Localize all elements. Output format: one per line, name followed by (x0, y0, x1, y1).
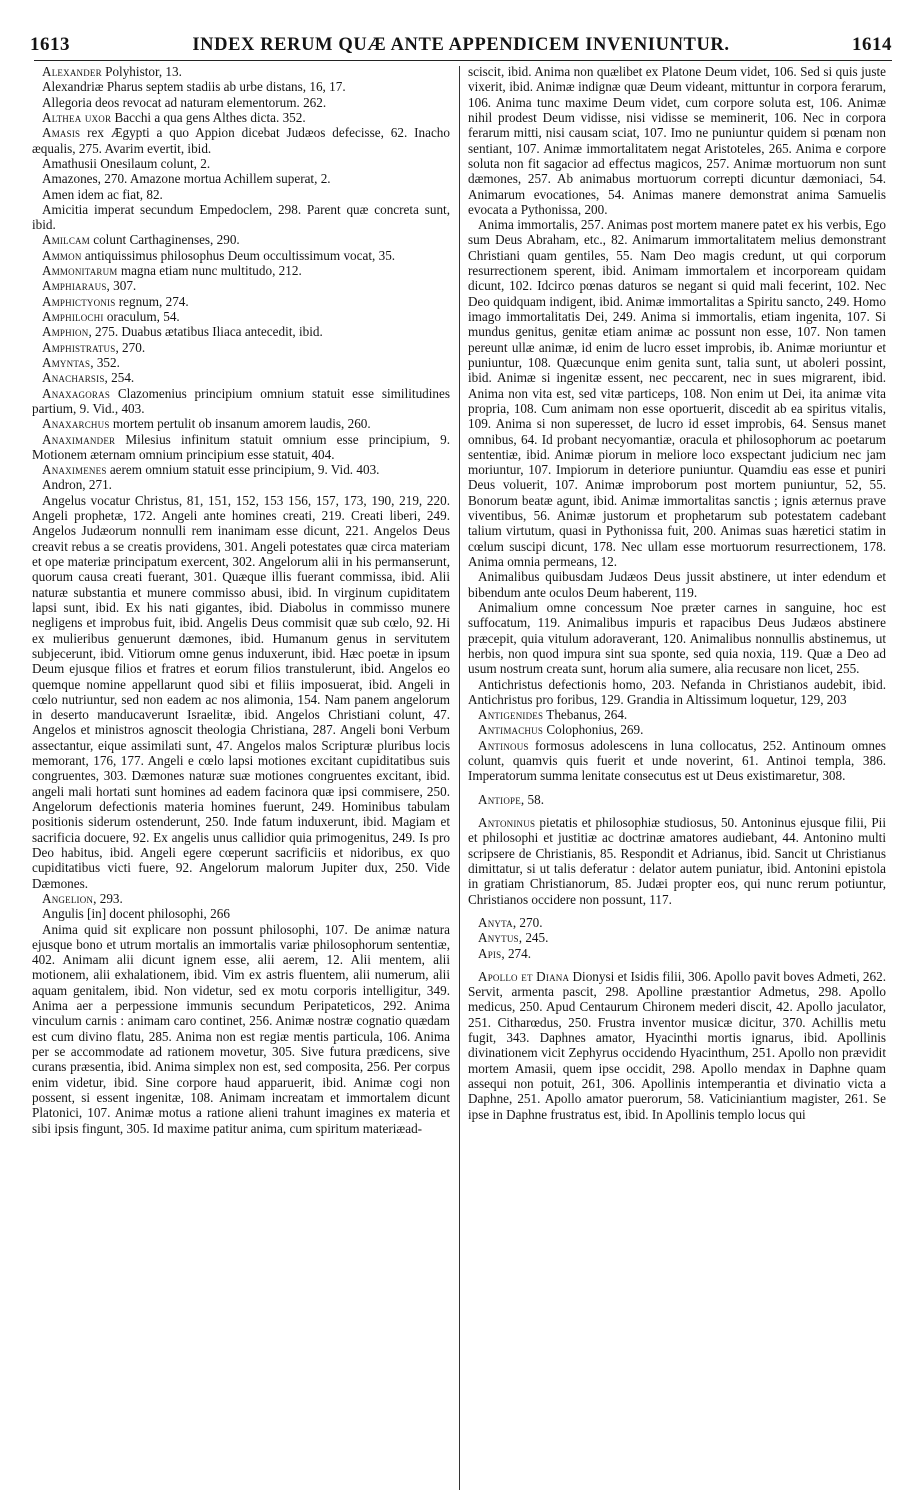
entry-headword: Amilcam (42, 232, 90, 248)
entry-headword: Antigenides (478, 707, 544, 723)
index-entry (468, 946, 886, 961)
entry-text: Andron, 271. (42, 477, 112, 493)
column-divider (459, 66, 460, 1490)
index-entry (32, 232, 450, 247)
index-entry (468, 677, 886, 708)
entry-headword: Althea uxor (42, 109, 112, 125)
entry-text: rex Ægypti a quo Appion dicebat Judæos defecisse, 62. Inacho æqualis, 275. Avarim evertit, ibid. (32, 125, 450, 156)
entry-text: oraculum, 54. (103, 309, 180, 324)
entry-text: Allegoria deos revocat ad naturam elementorum. 262. (42, 94, 327, 110)
entry-text: Milesius infinitum statuit omnium esse principium, 9. Motionem æternam omnium principium esse statuit, 404. (32, 431, 450, 462)
entry-text: , 270. (115, 339, 146, 355)
index-entry (32, 416, 450, 431)
index-entry (32, 922, 450, 1136)
index-entry (468, 915, 886, 930)
entry-headword: Alexander (42, 64, 102, 79)
entry-headword: Apis (478, 945, 502, 961)
entry-text: aerem omnium statuit esse principium, 9. Vid. 403. (106, 462, 380, 478)
entry-headword: Amyntas (42, 354, 91, 370)
entry-headword: Ammonitarum (42, 263, 118, 279)
entry-headword: Amphictyonis (42, 293, 116, 309)
entry-headword: Antiope (478, 791, 521, 807)
index-entry (468, 64, 886, 217)
entry-text: Animalium omne concessum Noe præter carnes in sanguine, hoc est suffocatum, 119. Animalibus impuris et rapacibus Deus Judæos abstinere præcepit, quia vitulum adoraverant, 120. Animalibus nonnullis abstinemus, ut herbis, non quod impura sint sua sponte, sed quia noxia, 119. Quæ a Deo ad usum nostrum creata sunt, horum alia sumere, alia recusare non licet, 255. (468, 599, 886, 677)
entry-text: sciscit, ibid. Anima non quælibet ex Platone Deum videt, 106. Sed si quis juste vixerit, ibid. Animæ indignæ quæ Deum videant, mittuntur in corpora ferarum, 106. Anima tunc maxime Deum videt, cum corpore soluta est, 106. Animæ nihil prodest Deum vidisse, nisi vidisse se meminerit, 106. Nec in corpora ferarum mitti, nisi causam sciat, 107. Imo ne puniuntur quidem si pœnam non sentiant, 107. Animæ immortalitatem negat Aristoteles, 265. Anima e corpore soluta non fit sagacior ad effectus magicos, 257. Animæ mortuorum non sunt dæmones, 257. Ab animabus mortuorum correpti dicuntur dæmoniaci, 54. Animarum evocationes, 54. Animas manere demonstrat anima Samuelis evocata a Pythonissa, 200. (468, 64, 886, 217)
entry-text: Amicitia imperat secundum Empedoclem, 298. Parent quæ concreta sunt, ibid. (32, 201, 450, 233)
index-entry (32, 110, 450, 125)
index-entry (32, 125, 450, 156)
entry-text: Amazones, 270. Amazone mortua Achillem superat, 2. (42, 171, 331, 187)
entry-text: , 274. (501, 945, 532, 961)
index-entry (468, 569, 886, 600)
entry-headword: Anaxagoras (42, 385, 111, 401)
index-entry (32, 263, 450, 278)
index-entry (468, 930, 886, 945)
entry-text: Anima quid sit explicare non possunt philosophi, 107. De animæ natura ejusque bono et utrum mortalis an immortalis variæ philosophorum sententiæ, 402. Animam alii dicunt ignem esse, alii aerem, 12. Alii mentem, alii motionem, alii exhalationem, ibid. Vim ex astris fluentem, alii numerum, alii aquam genitalem, ibid. Non videtur, sed ex motu corporis intelligitur, 349. Anima aer a perpessione immunis secundum Peripateticos, 292. Anima vinculum carnis : animam caro continet, 256. Animæ nostræ cognatio quædam est cum divino flatu, 285. Anima non est regiæ mentis particula, 106. Anima per se accommodate ad rationem movetur, 305. Sive futura prædicens, sive curans præsentia, ibid. Anima simplex non est, sed composita, 256. Per corpus enim videtur, ibid. Sine corpore haud apparuerit, ibid. Animæ cogi non possent, si essent ingenitæ, 108. Animam increatam et immortalem dicunt Platonici, 107. Animæ motus a ratione alieni trahunt imagines ex materia et sibi ipsis fingunt, 305. Id maxime patitur anima, cum spiritum materiæad- (32, 921, 450, 1136)
entry-text: Alexandriæ Pharus septem stadiis ab urbe distans, 16, 17. (42, 79, 346, 95)
entry-headword: Anytus (478, 930, 519, 946)
entry-text: Amen idem ac fiat, 82. (42, 186, 163, 202)
index-entry (468, 707, 886, 722)
entry-text: Amathusii Onesilaum colunt, 2. (42, 155, 211, 171)
entry-headword: Antinous (478, 737, 529, 753)
entry-text: Angulis [in] docent philosophi, 266 (42, 906, 230, 922)
entry-headword: Amphiaraus (42, 278, 107, 294)
entry-headword: Anaximander (42, 431, 116, 447)
index-entry (468, 792, 886, 807)
entry-text: , 58. (520, 791, 544, 807)
index-entry (32, 324, 450, 339)
index-entry (32, 278, 450, 293)
entry-text: , 307. (106, 278, 137, 294)
right-column (468, 64, 886, 1494)
entry-text: Dionysi et Isidis filii, 306. Apollo pavit boves Admeti, 262. Servit, armenta pascit, 298. Apolline præstantior Admetus, 298. Apollo medicus, 250. Apud Centaurum Chironem mederi discit, 42. Apollo jaculator, 251. Citharœdus, 250. Frustra inventor musicæ dicitur, 370. Achillis metu fugit, 343. Daphnes amator, Hyacinthi mortis ignarus, ibid. Apollinis divinationem vicit Zephyrus occidendo Hyacinthum, 251. Apollo non prævidit mortem Amasii, quem ipse occidit, 298. Apollo mendax in Daphne quam assequi non potuit, 261, 306. Apollinis intemperantia et divinatio victa a Daphne, 251. Apollo amator puerorum, 58. Vaticiniantium magister, 261. Se ipse in Daphne frustratus est, ibid. In Apollinis templo locus qui (468, 968, 886, 1122)
entry-headword: Antoninus (478, 815, 536, 830)
entry-headword: Antimachus (478, 722, 544, 738)
index-entry (32, 202, 450, 233)
running-title: INDEX RERUM QUÆ ANTE APPENDICEM INVENIUNTUR. (192, 35, 730, 55)
right-page-number: 1614 (852, 34, 892, 55)
entry-text: Bacchi a qua gens Althes dicta. 352. (111, 109, 306, 125)
index-entry (32, 187, 450, 202)
index-entry (32, 294, 450, 309)
entry-headword: Apollo et Diana (478, 968, 570, 984)
header-rule (34, 60, 892, 61)
index-entry (32, 462, 450, 477)
entry-headword: Ammon (42, 247, 82, 263)
index-entry (468, 969, 886, 1122)
entry-text: , 270. (512, 914, 543, 930)
entry-text: pietatis et philosophiæ studiosus, 50. Antoninus ejusque filii, Pii et philosophi et justitiæ ac doctrinæ amatores audiebant, 44. Antonino multi scripsere de Christianis, 85. Respondit et Adrianus, ibid. Sancit ut Christianus dimittatur, si ut talis deferatur : delator autem puniatur, ibid. Antonini epistola in gratiam Christianorum, 85. Judæi propter eos, qui nunc rerum potiuntur, Christianos occidere non possunt, 117. (468, 815, 886, 907)
index-entry (32, 156, 450, 171)
entry-text: Antichristus defectionis homo, 203. Nefanda in Christianos audebit, ibid. Antichristus pro foribus, 129. Grandia in Altissimum loquetur, 129, 203 (468, 676, 886, 707)
index-entry (32, 309, 450, 324)
entry-headword: Anaximenes (42, 462, 107, 478)
index-entry (32, 248, 450, 263)
index-entry (32, 370, 450, 385)
entry-headword: Anyta (478, 914, 513, 930)
entry-text: Anima immortalis, 257. Animas post mortem manere patet ex his verbis, Ego sum Deus Abraham, etc., 82. Animarum immortalitatem melius demonstrant Christiani quam gentiles, 55. Nam Deo magis credunt, ut qui corporum resurrectionem sperent, ibid. Animam immortalem et incorpoream quidam dicunt, 102. Idcirco pœnas daturos se negant si quid mali fecerint, 102. Nec Deo quidquam indigent, ibid. Animæ immortalitas a Spiritu sancto, 249. Homo imago immortalitatis Dei, 249. Anima si immortalis, etiam ingenita, 107. Si mundus genitus, genitæ etiam animæ ac possunt non esse, 107. Non tamen pereunt ullæ animæ, id enim de lucro esset improbis, ib. Animæ moriuntur et puniuntur, 108. Quæcunque enim genita sunt, talia sunt, ut aboleri possint, ibid. Animæ si ingenitæ essent, nec peccarent, nec in sues migrarent, ibid. Anima non vita est, sed vitæ particeps, 108. Non enim ut Dei, ita animæ vita propria, 108. Cum animam non esse oportuerit, discedit ab ea spiritus vitalis, 109. Anima si non superesset, de lucro id esset improbis, 64. Sensus manet omnibus, 64. Id probant necyomantiæ, oracula et philosophorum ac poetarum sententiæ, ibid. Animæ piorum in meliore loco exspectant judicium nec jam moriuntur, 107. Impiorum in deteriore puniuntur. Quamdiu eas esse et puniri Deus voluerit, 107. Animæ improborum post mortem puniuntur, 52, 55. Bonorum beatæ agunt, ibid. Animæ immortalitas sanctis ; ignis æternus prave viventibus, 56. Animæ justorum et prophetarum sub potestatem cadebant talium virtutum, quasi in Pythonissa fuit, 200. Animas suas hæretici statim in cœlum suscipi dicunt, 178. Nec ullam esse mortuorum resurrectionem, 178. Anima omnia permeans, 12. (468, 217, 886, 569)
entry-headword: Anaxarchus (42, 416, 110, 432)
index-entry (32, 432, 450, 463)
entry-text: formosus adolescens in luna collocatus, 252. Antinoum omnes colunt, quamvis quis fuerit et unde noverint, 61. Antinoi templa, 386. Imperatorum summa lenitate consecutus est ut Deus existimaretur, 308. (468, 737, 886, 784)
index-entry (32, 477, 450, 492)
entry-text: , 293. (93, 890, 123, 906)
entry-text: , 352. (90, 354, 120, 370)
entry-text: antiquissimus philosophus Deum occultissimum vocat, 35. (81, 247, 396, 263)
entry-headword: Amphilochi (42, 309, 104, 324)
entry-headword: Amphion (42, 324, 89, 340)
entry-text: , 275. Duabus ætatibus Iliaca antecedit, ibid. (88, 324, 323, 340)
page-header (30, 34, 892, 58)
index-entry (32, 171, 450, 186)
index-entry (32, 355, 450, 370)
entry-text: Polyhistor, 13. (101, 64, 182, 79)
index-entry (32, 891, 450, 906)
entry-headword: Amasis (42, 125, 81, 141)
left-page-number: 1613 (30, 34, 70, 55)
index-entry (32, 64, 450, 79)
index-entry (32, 95, 450, 110)
entry-headword: Anacharsis (42, 370, 105, 386)
entry-headword: Amphistratus (42, 339, 116, 355)
index-entry (32, 79, 450, 94)
index-entry (468, 815, 886, 907)
entry-text: mortem pertulit ob insanum amorem laudis, 260. (109, 416, 371, 432)
index-entry (32, 906, 450, 921)
entry-text: colunt Carthaginenses, 290. (89, 232, 240, 248)
index-entry (32, 386, 450, 417)
index-entry (468, 217, 886, 569)
index-entry (468, 600, 886, 677)
index-entry (468, 722, 886, 737)
entry-text: Colophonius, 269. (543, 722, 644, 738)
left-column (32, 64, 450, 1494)
entry-text: , 245. (518, 930, 549, 946)
index-entry (32, 493, 450, 891)
entry-text: magna etiam nunc multitudo, 212. (117, 263, 302, 279)
entry-text: Clazomenius principium omnium statuit esse similitudines partium, 9. Vid., 403. (32, 385, 450, 416)
entry-text: Angelus vocatur Christus, 81, 151, 152, 153 156, 157, 173, 190, 219, 220. Angeli prophetæ, 172. Angeli ante homines creati, 219. Creati liberi, 249. Angelos Judæorum nonnulli rem inanimam esse dicunt, 221. Angelos Deus creavit rebus a se creatis providens, 301. Angeli potestates quæ circa materiam et ope materiæ principatum exercent, 302. Angelorum alii in his permanserunt, quorum causa creati fuerant, 301. Quæque illis fuerant commissa, ibid. Alii naturæ substantia et munere commisso abusi, ibid. In virginum cupiditatem lapsi sunt, ibid. Ex his nati gigantes, ibid. Diabolus in commisso munere negligens et improbus fuit, ibid. Angelis Deus commisit quæ sub cœlo, 92. Hi ex mulieribus genuerunt dæmones, ibid. Humanum genus in servitutem subjecerunt, ibid. Vitiorum omne genus induxerunt, ibid. Hæc poetæ in ipsum Deum ejusque filios et fratres et eorum filios transtulerunt, ibid. Angelos eo quemque nomine appellarunt quod sibi et filiis imposuerat, ibid. Angeli in cœlo nutriuntur, sed non eadem ac nos alimonia, 154. Nam panem angelorum in deserto manducaverunt Israelitæ, ibid. Angelos Christiani colunt, 47. Angelos et ministros agnoscit theologia Christiana, 287. Angeli boni Verbum assectantur, eique assimilati sunt, 47. Angelos malos Scripturæ pluribus locis memorant, 176, 177. Angeli e cœlo lapsi motiones excitant cupiditatibus suis congruentes, 303. Dæmones naturæ suæ motiones congruentes excitant, ibid. angeli mali hortati sunt homines ad eadem facinora quæ ipsi commisere, 250. Angelorum defectionis materia homines fuerunt, 249. Hominibus tabulam positionis siderum ostenderunt, 250. Inde fatum induxerunt, ibid. Magiam et sacrificia docuere, 92. Ex angelis unus callidior quia primogenitus, 249. Is pro Deo habitus, ibid. Angeli egere cœperunt sacrificiis et nidoribus, ex quo cupiditatibus victi fuere, 92. Angelorum malorum Jupiter dux, 250. Vide Dæmones. (32, 492, 450, 891)
entry-text: regnum, 274. (115, 293, 189, 309)
index-entry (32, 340, 450, 355)
entry-text: Thebanus, 264. (543, 707, 628, 723)
index-entry (468, 738, 886, 784)
entry-text: , 254. (104, 370, 135, 386)
entry-text: Animalibus quibusdam Judæos Deus jussit abstinere, ut inter edendum et bibendum ante oculos Deum haberent, 119. (468, 569, 886, 600)
entry-headword: Angelion (42, 890, 94, 906)
